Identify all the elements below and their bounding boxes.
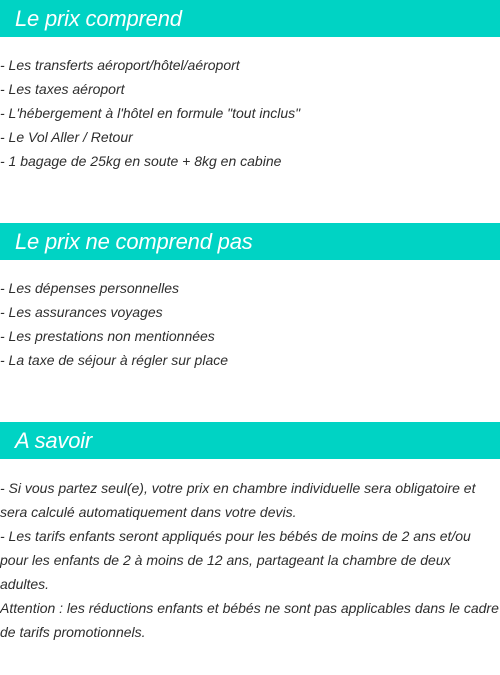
section-info-title: A savoir [15, 428, 93, 453]
list-item: - 1 bagage de 25kg en soute + 8kg en cabine [0, 153, 282, 169]
section-excluded-banner [0, 223, 500, 260]
list-item: - Les prestations non mentionnées [0, 328, 215, 344]
list-item: - Les assurances voyages [0, 304, 163, 320]
included-list [0, 53, 500, 173]
section-info-banner [0, 422, 500, 459]
section-info [0, 422, 500, 644]
section-included [0, 0, 500, 173]
list-item: - La taxe de séjour à régler sur place [0, 352, 229, 368]
section-included-title: Le prix comprend [15, 6, 182, 31]
section-excluded-title: Le prix ne comprend pas [15, 229, 253, 254]
section-excluded [0, 223, 500, 372]
info-paragraph: - Les tarifs enfants seront appliqués pour les bébés de moins de 2 ans et/ou pour les enfants de 2 à moins de 12 ans, partageant la chambre de deux adultes. [0, 528, 471, 592]
info-paragraph: - Si vous partez seul(e), votre prix en chambre individuelle sera obligatoire et sera calculé automatiquement dans votre devis. [0, 480, 476, 520]
excluded-list [0, 276, 500, 372]
info-text [0, 476, 500, 644]
list-item: - Les transferts aéroport/hôtel/aéroport [0, 57, 240, 73]
list-item: - Les taxes aéroport [0, 81, 125, 97]
section-included-banner [0, 0, 500, 37]
info-paragraph: Attention : les réductions enfants et bébés ne sont pas applicables dans le cadre de tarifs promotionnels. [0, 600, 499, 640]
list-item: - Les dépenses personnelles [0, 280, 180, 296]
list-item: - L'hébergement à l'hôtel en formule "tout inclus" [0, 105, 301, 121]
list-item: - Le Vol Aller / Retour [0, 129, 133, 145]
